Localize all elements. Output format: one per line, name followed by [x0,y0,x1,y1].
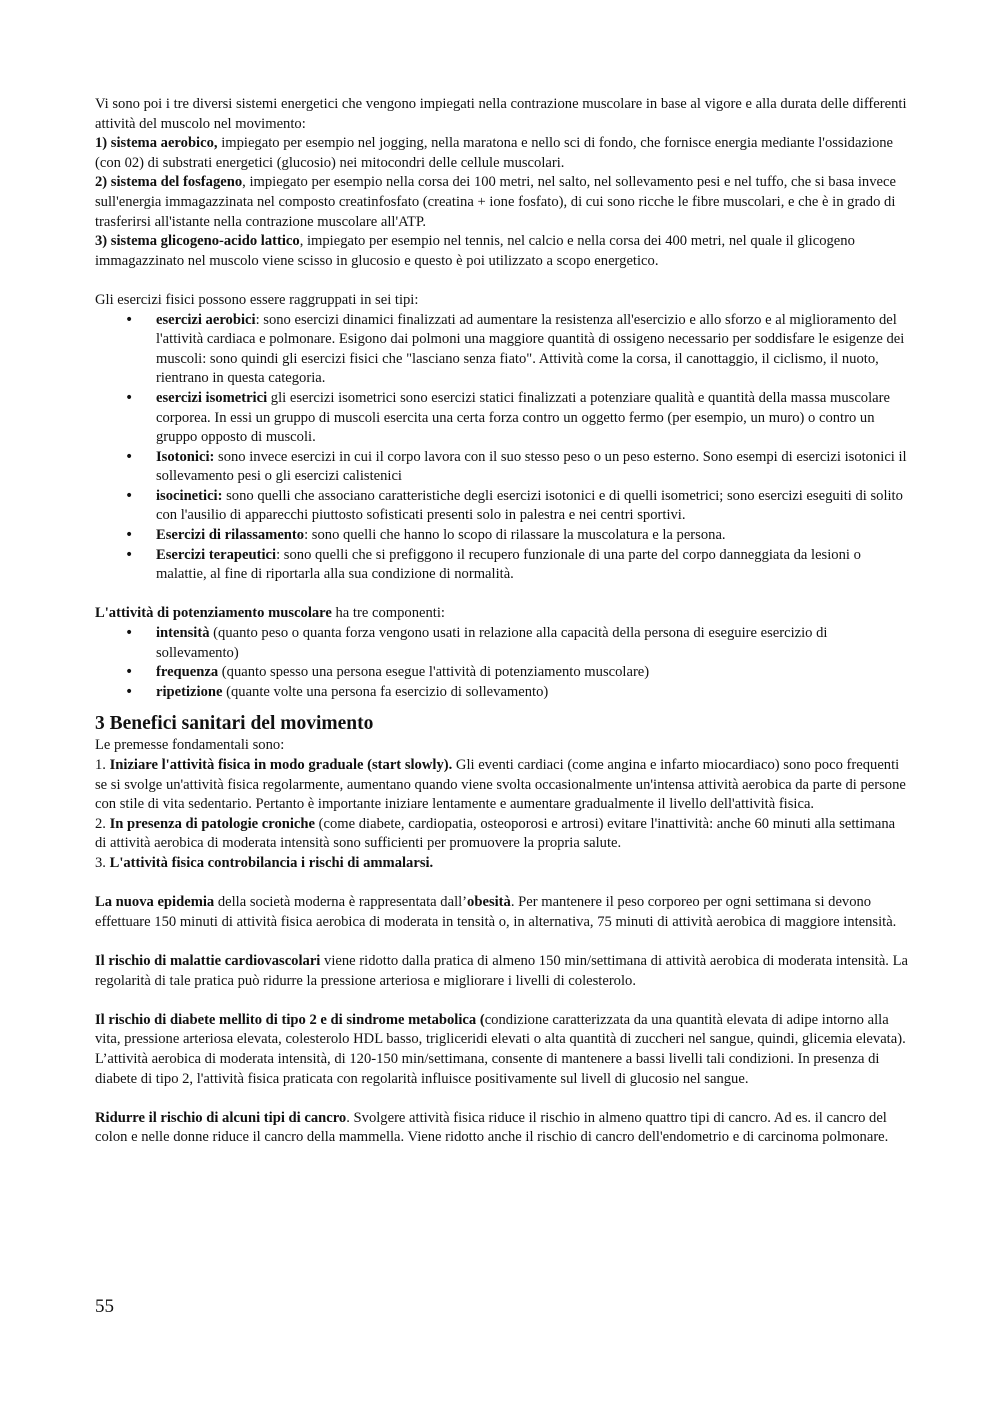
list-item: • frequenza (quanto spesso una persona esegue l'attività di potenziamento muscolare) [95,663,910,683]
exercises-lead: Gli esercizi fisici possono essere raggruppati in sei tipi: [95,291,419,308]
section-heading: 3 Benefici sanitari del movimento [95,713,374,735]
premises-paragraph: Le premesse fondamentali sono: 1. Iniziare l'attività fisica in modo graduale (start slowly). Gli eventi cardiaci (come angina e infarto miocardiaco) sono poco frequenti se si svolge un'attività fisica regolarmente, aumentano quando viene svolta occasionalmente un'intensa attività aerobica da parte di persone con stile di vita sedentario. Pertanto è importante iniziare lentamente e aumentare gradualmente il livello dell'attività fisica. 2. In presenza di patologie croniche (come diabete, cardiopatia, osteoporosi e artrosi) evitare l'inattività: anche 60 minuti alla settimana di attività aerobica di moderata intensità sono sufficienti per promuovere la propria salute. 3. L'attività fisica controbilancia i rischi di ammalarsi. [95,737,906,871]
cardio-paragraph: Il rischio di malattie cardiovascolari viene ridotto dalla pratica di almeno 150 min/settimana di attività aerobica di moderata intensità. La regolarità di tale pratica può ridurre la pressione arteriosa e migliorare i livelli di colesterolo. [95,952,908,989]
list-item: • esercizi isometrici gli esercizi isometrici sono esercizi statici finalizzati a potenziare qualità e quantità della massa muscolare corporea. In essi un gruppo di muscoli esercita una certa forza contro un oggetto fermo (per esempio, un muro) o contro un gruppo opposto di muscoli. [95,389,910,448]
list-item: • isocinetici: sono quelli che associano caratteristiche degli esercizi isotonici e di quelli isometrici; sono esercizi eseguiti di solito con l'ausilio di apparecchi piuttosto sofisticati presenti solo in palestra e nei centri sportivi. [95,487,910,526]
cancer-paragraph: Ridurre il rischio di alcuni tipi di cancro. Svolgere attività fisica riduce il rischio in almeno quattro tipi di cancro. Ad es. il cancro del colon e nelle donne riduce il cancro della mammella. Viene ridotto anche il rischio di cancro dell'endometrio e di carcinoma polmonare. [95,1109,889,1146]
system-3-label: 3) sistema glicogeno-acido lattico [95,233,300,250]
page-number: 55 [95,1296,114,1317]
list-item: • intensità (quanto peso o quanta forza vengono usati in relazione alla capacità della persona di eseguire esercizio di sollevamento) [95,624,910,663]
obesity-paragraph: La nuova epidemia della società moderna è rappresentata dall’obesità. Per mantenere il peso corporeo per ogni settimana si devono effettuare 150 minuti di attività fisica aerobica di moderata in tensità o, in alternativa, 75 minuti di attività aerobica di maggiore intensità. [95,894,897,930]
strength-components-list [95,624,910,702]
exercise-types-list [95,311,910,585]
system-1-label: 1) sistema aerobico, [95,135,218,152]
list-item: • Esercizi terapeutici: sono quelli che si prefiggono il recupero funzionale di una parte del corpo danneggiata da lesioni o malattie, al fine di riportarla alla sua condizione di normalità. [95,546,910,585]
list-item: • Esercizi di rilassamento: sono quelli che hanno lo scopo di rilassare la muscolatura e la persona. [95,526,910,546]
list-item: • Isotonici: sono invece esercizi in cui il corpo lavora con il suo stesso peso o un peso esterno. Sono esempi di esercizi isotonici il sollevamento pesi o gli esercizi calistenici [95,448,910,487]
system-2-label: 2) sistema del fosfageno [95,174,243,191]
list-item: • esercizi aerobici: sono esercizi dinamici finalizzati ad aumentare la resistenza all'esercizio e allo sforzo e al miglioramento del l'attività cardiaca e polmonare. Esigono dai polmoni una maggiore quantità di ossigeno necessario per soddisfare le esigenze dei muscoli: sono quindi gli esercizi fisici che "lasciano senza fiato". Attività come la corsa, il canottaggio, il ciclismo, il nuoto, rientrano in questa categoria. [95,311,910,389]
list-item: • ripetizione (quante volte una persona fa esercizio di sollevamento) [95,683,910,703]
strength-lead: L'attività di potenziamento muscolare ha tre componenti: [95,605,445,622]
intro-paragraph: Vi sono poi i tre diversi sistemi energetici che vengono impiegati nella contrazione muscolare in base al vigore e alla durata delle differenti attività del muscolo nel movimento: 1) sistema aerobico, impiegato per esempio nel jogging, nella maratona e nello sci di fondo, che fornisce energia mediante l'ossidazione (con 02) di substrati energetici (glucosio) nei mitocondri delle cellule muscolari. 2) sistema del fosfageno, impiegato per esempio nella corsa dei 100 metri, nel salto, nel sollevamento pesi e nel tuffo, che si basa invece sull'energia immagazzinata nel composto creatinfosfato (creatina + ione fosfato), di cui sono ricche le fibre muscolari, e che è in grado di trasferirsi all'istante nella contrazione muscolare all'ATP. 3) sistema glicogeno-acido lattico, impiegato per esempio nel tennis, nel calcio e nella corsa dei 400 metri, nel quale il glicogeno immagazzinato nel muscolo viene scisso in glucosio e questo è poi utilizzato a scopo energetico. [95,96,907,269]
diabetes-paragraph: Il rischio di diabete mellito di tipo 2 e di sindrome metabolica (condizione caratterizzata da una quantità elevata di adipe intorno alla vita, pressione arteriosa elevata, colesterolo HDL basso, trigliceridi elevati o alta quantità di zuccheri nel sangue, quindi, glicemia elevata). L’attività aerobica di moderata intensità, di 120-150 min/settimana, consente di mantenere a bassi livelli tali condizioni. In presenza di diabete di tipo 2, l'attività fisica praticata con regolarità influisce positivamente sul livell di glucosio nel sangue. [95,1011,906,1087]
document-page [95,95,910,1148]
